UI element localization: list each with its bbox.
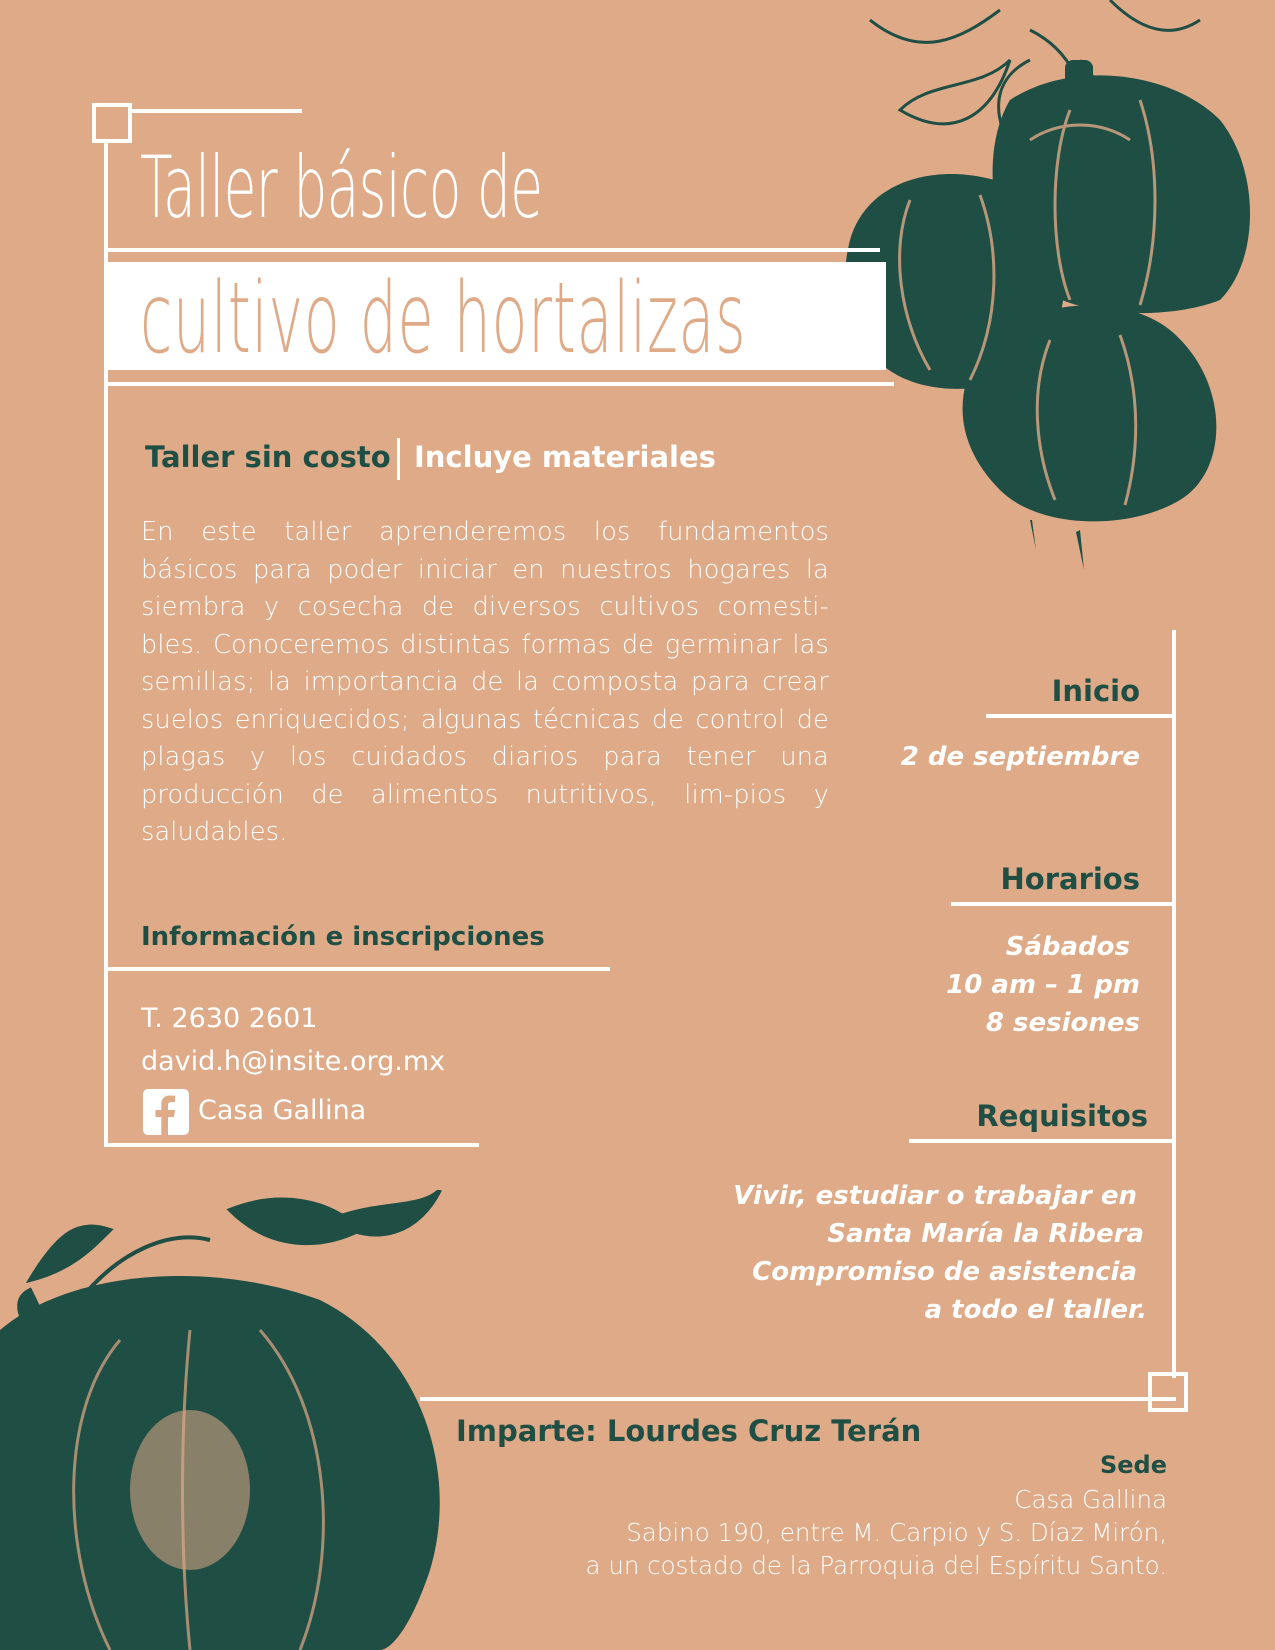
sede-heading: Sede	[1099, 1451, 1167, 1479]
sede-line: Sabino 190, entre M. Carpio y S. Díaz Mirón,	[626, 1518, 1167, 1547]
horarios-heading: Horarios	[1000, 862, 1140, 896]
sede-line: Casa Gallina	[1014, 1485, 1167, 1514]
requisitos-line: Compromiso de asistencia	[752, 1257, 1137, 1287]
requisitos-line: Santa María la Ribera	[827, 1219, 1144, 1249]
requisitos-values	[733, 1177, 1147, 1329]
description-paragraph: En este taller aprenderemos los fundamentos básicos para poder iniciar en nuestros hogares la siembra y cosecha de diversos cultivos comesti-bles. Conoceremos distintas formas de germinar las semillas; la importancia de la composta para crear suelos enriquecidos; algunas técnicas de control de plagas y los cuidados diarios para tener una producción de alimentos nutritivos, lim-pios y saludables.	[141, 517, 829, 847]
frame-line-right	[1172, 630, 1176, 1378]
tagline-divider	[397, 438, 400, 480]
horarios-line: 10 am – 1 pm	[946, 970, 1140, 1000]
horarios-line: Sábados	[1005, 932, 1130, 962]
sede-address	[586, 1483, 1167, 1582]
info-rule	[104, 967, 610, 971]
frame-corner-square-bottom	[1148, 1372, 1188, 1412]
info-heading: Información e inscripciones	[141, 922, 545, 952]
info-rule-bottom	[104, 1143, 479, 1147]
page-title-line2: cultivo de hortalizas	[140, 262, 747, 376]
requisitos-line: a todo el taller.	[924, 1295, 1147, 1325]
instructor: Imparte: Lourdes Cruz Terán	[456, 1414, 922, 1448]
frame-line-bottom	[420, 1397, 1176, 1401]
title-rule-top	[104, 248, 880, 252]
tomato-illustration	[0, 1190, 450, 1650]
title-rule-bottom	[104, 382, 894, 386]
horarios-values	[946, 928, 1140, 1042]
contact-facebook[interactable]: Casa Gallina	[198, 1095, 367, 1126]
tagline-free: Taller sin costo	[145, 440, 391, 474]
contact-email[interactable]: david.h@insite.org.mx	[141, 1046, 446, 1077]
requisitos-line: Vivir, estudiar o trabajar en	[733, 1181, 1137, 1211]
tagline-materials: Incluye materiales	[414, 440, 716, 474]
inicio-rule	[986, 714, 1176, 718]
frame-line-top	[130, 109, 302, 113]
sede-line: a un costado de la Parroquia del Espíritu Santo.	[585, 1551, 1167, 1580]
horarios-rule	[951, 902, 1176, 906]
requisitos-heading: Requisitos	[976, 1099, 1148, 1133]
inicio-value: 2 de septiembre	[900, 742, 1140, 772]
inicio-heading: Inicio	[1051, 674, 1140, 708]
requisitos-rule	[909, 1139, 1176, 1143]
bell-pepper-illustration	[840, 0, 1275, 580]
contact-phone: T. 2630 2601	[141, 1003, 318, 1034]
page-title-line1: Taller básico de	[140, 138, 543, 238]
frame-corner-square-top	[92, 103, 132, 143]
facebook-icon	[143, 1089, 189, 1135]
horarios-line: 8 sesiones	[985, 1008, 1140, 1038]
